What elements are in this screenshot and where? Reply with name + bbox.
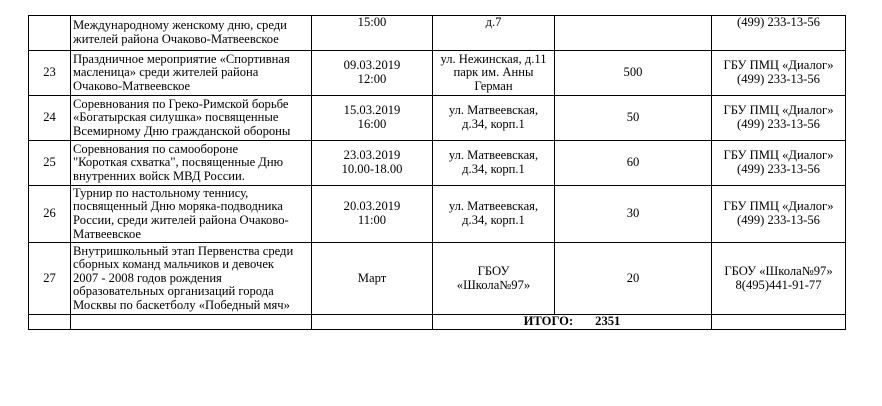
organizer-cell bbox=[712, 51, 846, 96]
event-date-line: 12:00 bbox=[357, 72, 387, 86]
total-empty-cell bbox=[312, 315, 433, 330]
organizer-line: (499) 233-13-56 bbox=[737, 72, 820, 86]
event-name-line: Соревнования по Греко-Римской борьбе bbox=[73, 96, 289, 111]
organizer-line: (499) 233-13-56 bbox=[737, 117, 820, 131]
event-date-line: 20.03.2019 bbox=[343, 199, 401, 214]
event-date-cell bbox=[312, 16, 433, 51]
event-place-line: д.34, корп.1 bbox=[462, 117, 525, 131]
organizer-cell bbox=[712, 16, 846, 51]
event-date-line: Март bbox=[357, 270, 387, 285]
event-date-cell bbox=[312, 141, 433, 186]
organizer-line: ГБУ ПМЦ «Диалог» bbox=[723, 199, 834, 214]
organizer-cell bbox=[712, 186, 846, 243]
table-row bbox=[29, 186, 846, 243]
events-table bbox=[28, 15, 846, 330]
participant-count-cell: 500 bbox=[555, 51, 712, 96]
event-place-cell bbox=[433, 16, 555, 51]
organizer-line: (499) 233-13-56 bbox=[737, 162, 820, 176]
organizer-cell bbox=[712, 96, 846, 141]
event-date-cell bbox=[312, 96, 433, 141]
total-cell bbox=[433, 315, 712, 330]
event-name-line: масленица» среди жителей района bbox=[73, 65, 259, 80]
event-place-line: парк им. Анны bbox=[453, 65, 534, 80]
event-name-line: жителей района Очаково-Матвеевское bbox=[73, 32, 279, 46]
table-row bbox=[29, 51, 846, 96]
table-row bbox=[29, 96, 846, 141]
event-place-line: ГБОУ bbox=[477, 263, 510, 278]
event-place-line: ул. Нежинская, д.11 bbox=[440, 51, 547, 66]
event-name-line: Праздничное мероприятие «Спортивная bbox=[73, 51, 290, 66]
event-date-line: 09.03.2019 bbox=[343, 58, 401, 73]
organizer-line: ГБУ ПМЦ «Диалог» bbox=[723, 58, 834, 73]
total-empty-cell bbox=[71, 315, 312, 330]
event-place-line: ул. Матвеевская, bbox=[448, 148, 539, 163]
event-name-line: Всемирному Дню гражданской обороны bbox=[73, 123, 291, 138]
total-value: 2351 bbox=[595, 314, 621, 328]
event-name-cell bbox=[71, 96, 312, 141]
event-date-line: 11:00 bbox=[357, 213, 387, 227]
event-place-cell bbox=[433, 51, 555, 96]
event-date-line: 16:00 bbox=[357, 117, 387, 131]
row-number-cell: 23 bbox=[29, 51, 71, 96]
organizer-line: ГБОУ «Школа№97» bbox=[724, 263, 833, 278]
row-number-cell: 25 bbox=[29, 141, 71, 186]
participant-count-cell: 30 bbox=[555, 186, 712, 243]
event-place-cell bbox=[433, 186, 555, 243]
row-number-cell: 24 bbox=[29, 96, 71, 141]
row-number-cell: 26 bbox=[29, 186, 71, 243]
event-name-line: Внутришкольный этап Первенства среди bbox=[73, 243, 294, 258]
event-name-line: России, среди жителей района Очаково- bbox=[73, 213, 289, 227]
event-date-line: 15.03.2019 bbox=[343, 103, 401, 118]
participant-count-cell bbox=[555, 16, 712, 51]
event-place-line: д.34, корп.1 bbox=[462, 162, 525, 176]
events-table-body bbox=[29, 16, 846, 330]
total-row bbox=[29, 315, 846, 330]
event-place-line: ул. Матвеевская, bbox=[448, 103, 539, 118]
table-row bbox=[29, 243, 846, 315]
row-number-cell bbox=[29, 16, 71, 51]
event-name-line: Очаково-Матвеевское bbox=[73, 78, 191, 93]
event-place-line: д.7 bbox=[485, 15, 502, 29]
event-place-line: «Школа№97» bbox=[456, 277, 531, 292]
event-name-line: Турнир по настольному теннису, bbox=[73, 185, 249, 200]
event-name-cell bbox=[71, 16, 312, 51]
total-empty-cell bbox=[712, 315, 846, 330]
participant-count-cell: 20 bbox=[555, 243, 712, 315]
organizer-line: ГБУ ПМЦ «Диалог» bbox=[723, 148, 834, 163]
participant-count-cell: 50 bbox=[555, 96, 712, 141]
event-place-line: Герман bbox=[474, 78, 513, 93]
event-date-cell bbox=[312, 243, 433, 315]
table-row bbox=[29, 16, 846, 51]
event-place-cell bbox=[433, 243, 555, 315]
event-place-cell bbox=[433, 141, 555, 186]
event-place-line: д.34, корп.1 bbox=[462, 213, 525, 227]
organizer-line: 8(495)441-91-77 bbox=[735, 277, 822, 292]
event-name-cell bbox=[71, 186, 312, 243]
event-name-line: 2007 - 2008 годов рождения bbox=[73, 270, 222, 285]
event-name-cell bbox=[71, 141, 312, 186]
event-date-line: 10.00-18.00 bbox=[341, 162, 403, 176]
total-empty-cell bbox=[29, 315, 71, 330]
event-date-cell bbox=[312, 186, 433, 243]
event-place-line: ул. Матвеевская, bbox=[448, 199, 539, 214]
total-label: ИТОГО: bbox=[523, 314, 574, 328]
event-date-line: 23.03.2019 bbox=[343, 148, 401, 163]
event-name-line: Москвы по баскетболу «Победный мяч» bbox=[73, 297, 290, 312]
organizer-line: ГБУ ПМЦ «Диалог» bbox=[723, 103, 834, 118]
event-name-line: Международному женскому дню, среди bbox=[73, 18, 287, 33]
event-name-cell bbox=[71, 51, 312, 96]
event-place-cell bbox=[433, 96, 555, 141]
table-row bbox=[29, 141, 846, 186]
organizer-cell bbox=[712, 243, 846, 315]
event-name-line: сборных команд мальчиков и девочек bbox=[73, 257, 275, 272]
event-date-cell bbox=[312, 51, 433, 96]
event-name-line: внутренних войск МВД России. bbox=[73, 168, 245, 183]
event-date-line: 15:00 bbox=[357, 15, 387, 29]
event-name-line: образовательных организаций города bbox=[73, 284, 274, 299]
organizer-cell bbox=[712, 141, 846, 186]
participant-count-cell: 60 bbox=[555, 141, 712, 186]
organizer-line: (499) 233-13-56 bbox=[737, 213, 820, 227]
event-name-cell bbox=[71, 243, 312, 315]
event-name-line: Матвеевское bbox=[73, 226, 141, 241]
event-name-line: Соревнования по самообороне bbox=[73, 141, 239, 156]
event-name-line: «Богатырская силушка» посвященные bbox=[73, 110, 279, 125]
organizer-line: (499) 233-13-56 bbox=[737, 15, 820, 29]
event-name-line: "Короткая схватка", посвященные Дню bbox=[73, 155, 284, 170]
row-number-cell: 27 bbox=[29, 243, 71, 315]
event-name-line: посвященный Дню моряка-подводника bbox=[73, 199, 283, 214]
